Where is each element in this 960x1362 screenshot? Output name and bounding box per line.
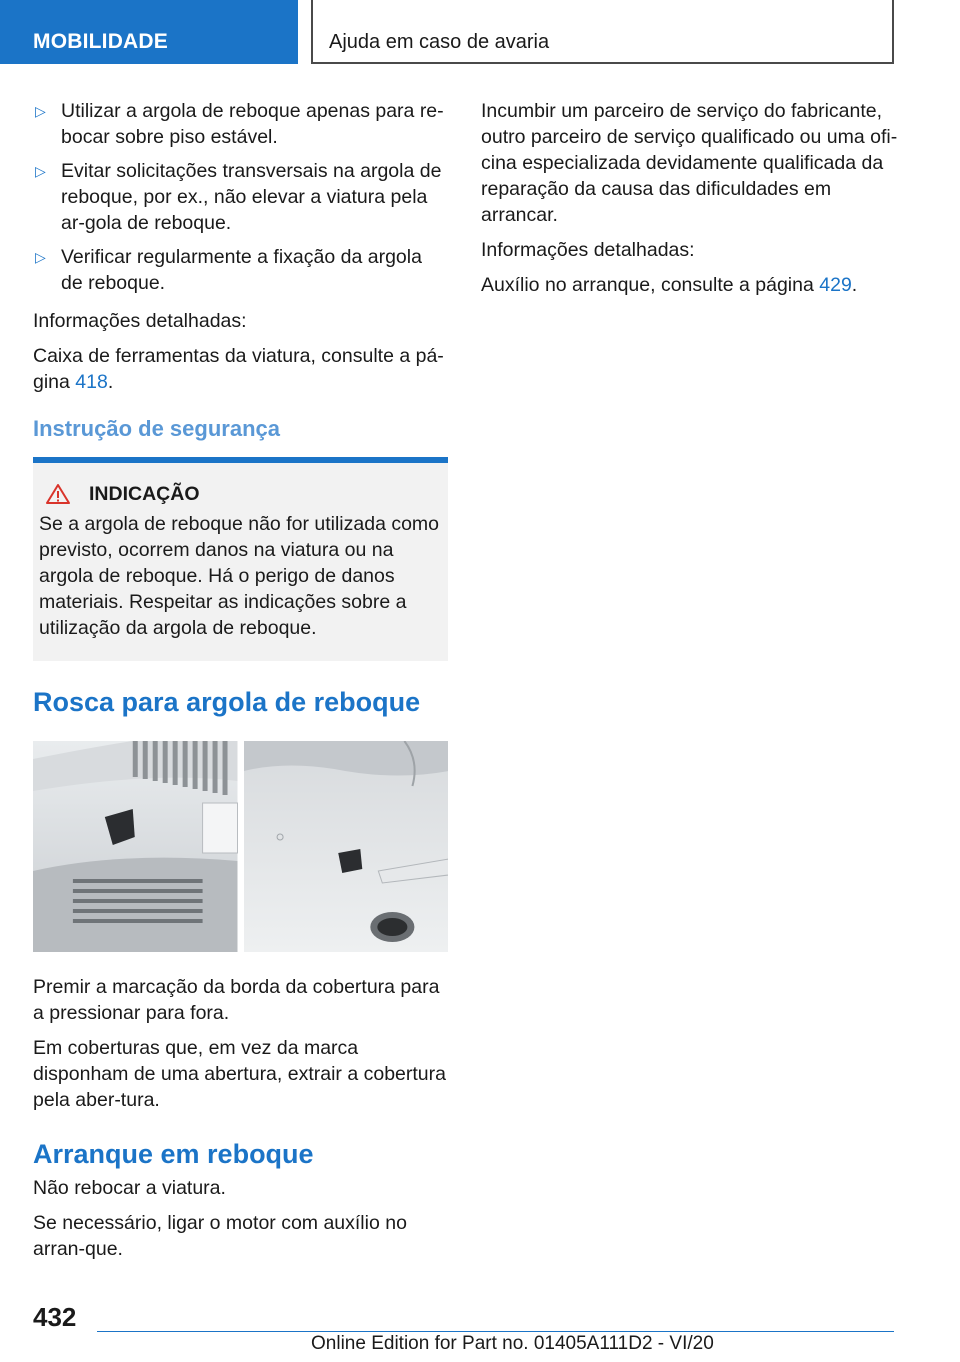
service-partner-text: Incumbir um parceiro de serviço do fabricante, outro parceiro de serviço qualificado ou uma ofi-cina especializada devidamente qualificada da reparação da causa das dificuldades em arrancar. [481,100,898,226]
cover-opening-text: Em coberturas que, em vez da marca disponham de uma abertura, extrair a cobertura pela aber-tura. [33,1037,446,1111]
right-column [481,98,901,307]
rear-bumper-image [244,741,449,952]
list-item-text: Evitar solicitações transversais na argola de reboque, por ex., não elevar a viatura pela ar-gola de reboque. [61,160,442,234]
tow-eye-usage-list [33,98,448,296]
list-item-text: Utilizar a argola de reboque apenas para re-bocar sobre piso estável. [61,100,444,148]
warning-label: INDICAÇÃO [89,483,200,505]
page-header-title: Ajuda em caso de avaria [329,31,550,53]
jumpstart-reference-text: Auxílio no arranque, consulte a página [481,274,814,296]
tow-eye-cover-figure [33,741,448,952]
warning-header [45,481,448,507]
triangle-bullet-icon: ▷ [35,103,46,119]
toolbox-reference: Caixa de ferramentas da viatura, consulte a pá-gina 418. [33,345,444,393]
warning-box [33,457,448,661]
press-cover-text: Premir a marcação da borda da cobertura para a pressionar para fora. [33,976,440,1024]
tow-start-heading: Arranque em reboque [33,1139,314,1169]
warning-triangle-icon [45,483,71,505]
front-bumper-image [33,741,238,952]
thread-heading: Rosca para argola de reboque [33,687,421,717]
no-tow-text: Não rebocar a viatura. [33,1177,226,1199]
safety-heading: Instrução de segurança [33,416,280,441]
left-column [33,98,448,1271]
list-item [33,98,448,150]
section-tab-label: MOBILIDADE [33,30,168,53]
list-item [33,158,448,236]
list-item-text: Verificar regularmente a fixação da argola de reboque. [61,246,422,294]
page-number: 432 [33,1302,77,1332]
triangle-bullet-icon: ▷ [35,249,46,265]
toolbox-page-link[interactable]: 418 [75,371,108,393]
jumpstart-reference: Auxílio no arranque, consulte a página 429. [481,274,858,296]
info-label: Informações detalhadas: [481,239,695,261]
toolbox-reference-text: Caixa de ferramentas da viatura, consulte a pá-gina [33,345,444,393]
page-header [311,0,894,64]
footer-divider [97,1331,894,1332]
jump-start-text: Se necessário, ligar o motor com auxílio no arran-que. [33,1212,407,1260]
info-label: Informações detalhadas: [33,310,247,332]
edition-note: Online Edition for Part no. 01405A111D2 - VI/20 [311,1333,714,1354]
jumpstart-page-link[interactable]: 429 [819,274,852,296]
triangle-bullet-icon: ▷ [35,163,46,179]
warning-text: Se a argola de reboque não for utilizada como previsto, ocorrem danos na viatura ou na argola de reboque. Há o perigo de danos materiais. Respeitar as indicações sobre a utilização da argola de reboque. [39,513,440,639]
section-tab[interactable] [0,0,298,64]
list-item [33,244,448,296]
